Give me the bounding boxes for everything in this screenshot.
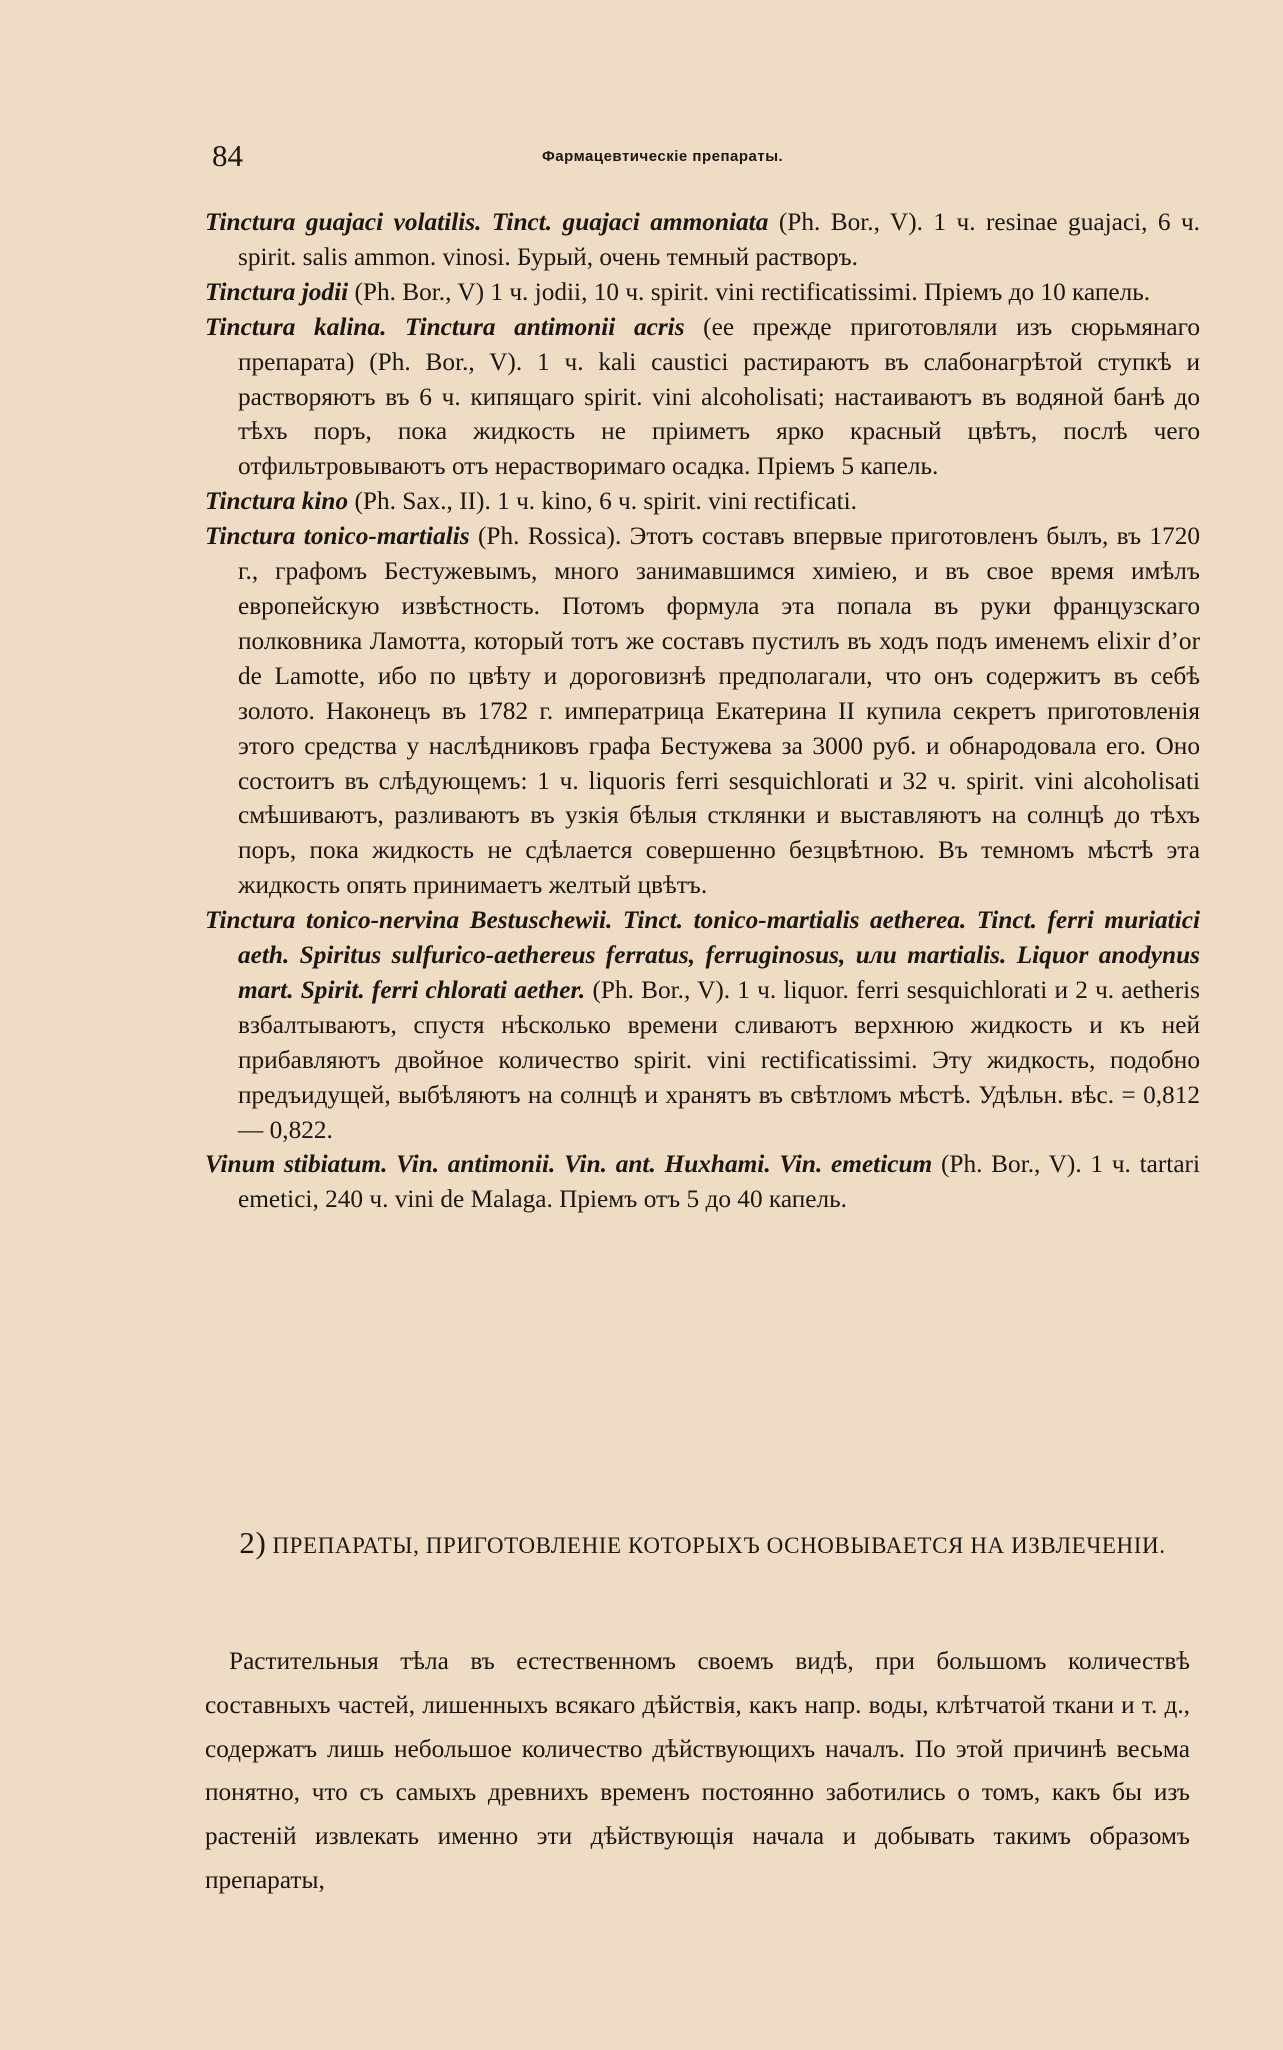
entry-tinctura-guajaci <box>205 205 1200 275</box>
page-header <box>212 138 1193 178</box>
entry-title: Tinctura tonico-nervina Bestuschewii. Tinct. tonico-martialis aetherea. Tinct. ferri muriatici aeth. Spiritus sulfurico-aethereus ferratus, ferruginosus, или martialis. Liquor anodynus mart. Spirit. ferri chlorati aether. <box>205 906 1200 1004</box>
section-paragraph: Растительныя тѣла въ естественномъ своемъ видѣ, при большомъ количествѣ составныхъ частей, лишенныхъ всякаго дѣйствія, какъ напр. воды, клѣтчатой ткани и т. д., содержатъ лишь небольшое количество дѣйствующихъ началъ. По этой причинѣ весьма понятно, что съ самыхъ древнихъ временъ постоянно заботились о томъ, какъ бы изъ растеній извлекать именно эти дѣйствующія начала и добывать такимъ образомъ препараты, <box>205 1647 1190 1894</box>
entry-text: (Ph. Bor., V) 1 ч. jodii, 10 ч. spirit. vini rectificatissimi. Пріемъ до 10 капель. <box>354 277 1151 306</box>
entry-tinctura-tonico-martialis <box>205 519 1200 903</box>
entry-title: Vinum stibiatum. Vin. antimonii. Vin. ant. Huxhami. Vin. emeticum <box>205 1150 933 1179</box>
running-title: Фармацевтическіе препараты. <box>542 148 784 165</box>
entry-title: Tinctura tonico-martialis <box>205 522 470 551</box>
entry-tinctura-jodii <box>205 275 1200 310</box>
entry-text: (Ph. Bor., V). 1 ч. resinae guajaci, 6 ч. spirit. salis ammon. vinosi. Бурый, очень темный растворъ. <box>238 208 1201 271</box>
entry-text: (ее прежде приготовляли изъ сюрьмянаго препарата) (Ph. Bor., V). 1 ч. kali caustici растираютъ въ слабонагрѣтой ступкѣ и растворяютъ въ 6 ч. кипящаго spirit. vini alcoholisati; настаиваютъ въ водяной банѣ до тѣхъ поръ, пока жидкость не пріиметъ ярко красный цвѣтъ, послѣ чего отфильтровываютъ отъ нерастворимаго осадка. Пріемъ 5 капель. <box>238 312 1200 481</box>
entries-list <box>205 205 1200 1217</box>
section-heading <box>205 1515 1200 1573</box>
entry-text: (Ph. Bor., V). 1 ч. liquor. ferri sesquichlorati и 2 ч. aetheris взбалтываютъ, спустя нѣсколько времени сливаютъ верхнюю жидкость и къ ней прибавляютъ двойное количество spirit. vini rectificatissimi. Эту жидкость, подобно предъидущей, выбѣляютъ на солнцѣ и хранятъ въ свѣтломъ мѣстѣ. Удѣльн. вѣс. = 0,812 — 0,822. <box>238 975 1200 1144</box>
section-number: 2) <box>239 1525 267 1560</box>
entry-title: Tinctura guajaci volatilis. Tinct. guajaci ammoniata <box>205 208 769 236</box>
section-title: ПРЕПАРАТЫ, ПРИГОТОВЛЕНІЕ КОТОРЫХЪ ОСНОВЫВАЕТСЯ НА ИЗВЛЕЧЕНІИ. <box>272 1533 1166 1558</box>
entry-tinctura-kino <box>205 484 1200 519</box>
entry-title: Tinctura kino <box>205 487 349 516</box>
entry-tinctura-kalina <box>205 310 1200 485</box>
entry-text: (Ph. Rossica). Этотъ составъ впервые приготовленъ былъ, въ 1720 г., графомъ Бестужевымъ, много занимавшимся химіею, и въ свое время имѣлъ европейскую извѣстность. Потомъ формула эта попала въ руки французскаго полковника Ламотта, который тотъ же составъ пустилъ въ ходъ подъ именемъ elixir d’or de Lamotte, ибо по цвѣту и дороговизнѣ предполагали, что онъ содержитъ въ себѣ золото. Наконецъ въ 1782 г. императрица Екатерина II купила секретъ приготовленія этого средства у наслѣдниковъ графа Бестужева за 3000 руб. и обнародовала его. Оно состоитъ въ слѣдующемъ: 1 ч. liquoris ferri sesquichlorati и 32 ч. spirit. vini alcoholisati смѣшиваютъ, разливаютъ въ узкія бѣлыя стклянки и выставляютъ на солнцѣ до тѣхъ поръ, пока жидкость не сдѣлается совершенно безцвѣтною. Въ темномъ мѣстѣ эта жидкость опять принимаетъ желтый цвѣтъ. <box>238 522 1200 900</box>
entry-title: Tinctura kalina. Tinctura antimonii acris <box>205 312 685 341</box>
entry-tinctura-tonico-nervina <box>205 903 1200 1147</box>
page-number: 84 <box>212 138 243 173</box>
entry-text: (Ph. Bor., V). 1 ч. tartari emetici, 240 ч. vini de Malaga. Пріемъ отъ 5 до 40 капель. <box>238 1150 1200 1214</box>
entry-title: Tinctura jodii <box>205 277 349 306</box>
entry-text: (Ph. Sax., II). 1 ч. kino, 6 ч. spirit. vini rectificati. <box>354 487 857 516</box>
entry-vinum-stibiatum <box>205 1147 1200 1217</box>
